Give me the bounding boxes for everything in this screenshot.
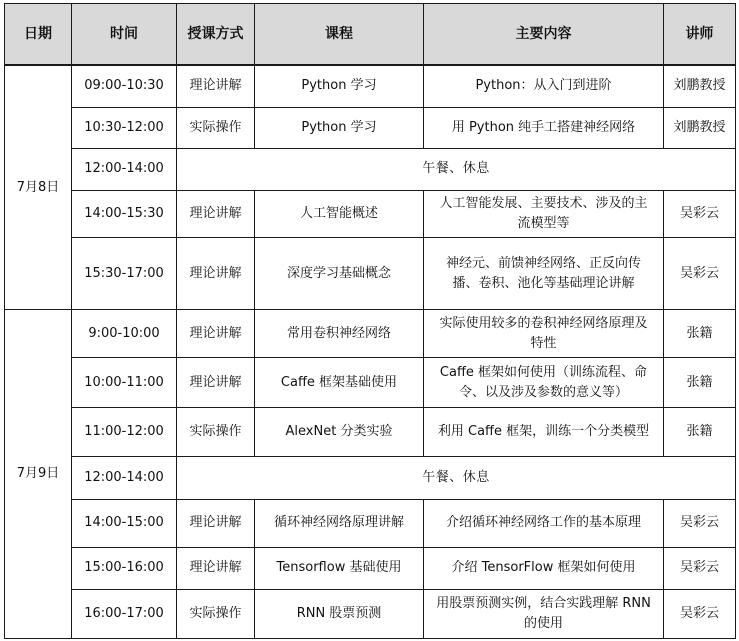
table-row — [5, 457, 736, 499]
course-cell: Caffe 框架基础使用 — [255, 358, 424, 408]
header-method: 授课方式 — [177, 4, 255, 66]
content-cell: Caffe 框架如何使用（训练流程、命令、以及涉及参数的意义等） — [424, 358, 664, 408]
course-cell: 深度学习基础概念 — [255, 237, 424, 309]
teacher-cell: 吴彩云 — [664, 237, 736, 309]
table-row — [5, 237, 736, 309]
break-cell: 午餐、休息 — [177, 457, 736, 499]
header-row — [5, 4, 736, 66]
time-cell: 9:00-10:00 — [72, 310, 177, 358]
teacher-cell: 张籍 — [664, 358, 736, 408]
schedule-table — [4, 3, 736, 639]
content-cell: 用股票预测实例，结合实践理解 RNN 的使用 — [424, 589, 664, 638]
course-cell: AlexNet 分类实验 — [255, 408, 424, 457]
content-cell: 神经元、前馈神经网络、正反向传播、卷积、池化等基础理论讲解 — [424, 237, 664, 309]
content-cell: 用 Python 纯手工搭建神经网络 — [424, 107, 664, 148]
time-cell: 12:00-14:00 — [72, 148, 177, 190]
course-cell: 常用卷积神经网络 — [255, 310, 424, 358]
date-cell: 7月8日 — [5, 65, 72, 310]
teacher-cell: 吴彩云 — [664, 589, 736, 638]
method-cell: 实际操作 — [177, 589, 255, 638]
time-cell: 15:00-16:00 — [72, 547, 177, 589]
time-cell: 12:00-14:00 — [72, 457, 177, 499]
method-cell: 理论讲解 — [177, 358, 255, 408]
teacher-cell: 张籍 — [664, 310, 736, 358]
table-row — [5, 148, 736, 190]
date-cell: 7月9日 — [5, 310, 72, 639]
table-row — [5, 499, 736, 547]
teacher-cell: 刘鹏教授 — [664, 65, 736, 107]
header-date: 日期 — [5, 4, 72, 66]
table-row — [5, 65, 736, 107]
header-time: 时间 — [72, 4, 177, 66]
table-row — [5, 107, 736, 148]
time-cell: 11:00-12:00 — [72, 408, 177, 457]
method-cell: 理论讲解 — [177, 65, 255, 107]
content-cell: 人工智能发展、主要技术、涉及的主流模型等 — [424, 190, 664, 237]
course-cell: Python 学习 — [255, 107, 424, 148]
teacher-cell: 吴彩云 — [664, 547, 736, 589]
course-cell: 人工智能概述 — [255, 190, 424, 237]
method-cell: 理论讲解 — [177, 499, 255, 547]
table-row — [5, 547, 736, 589]
break-cell: 午餐、休息 — [177, 148, 736, 190]
table-row — [5, 358, 736, 408]
content-cell: 介绍 TensorFlow 框架如何使用 — [424, 547, 664, 589]
method-cell: 理论讲解 — [177, 547, 255, 589]
table-row — [5, 589, 736, 638]
table-row — [5, 408, 736, 457]
teacher-cell: 吴彩云 — [664, 190, 736, 237]
course-cell: Python 学习 — [255, 65, 424, 107]
time-cell: 10:30-12:00 — [72, 107, 177, 148]
header-teacher: 讲师 — [664, 4, 736, 66]
method-cell: 理论讲解 — [177, 310, 255, 358]
method-cell: 实际操作 — [177, 107, 255, 148]
content-cell: Python：从入门到进阶 — [424, 65, 664, 107]
method-cell: 实际操作 — [177, 408, 255, 457]
method-cell: 理论讲解 — [177, 237, 255, 309]
course-cell: RNN 股票预测 — [255, 589, 424, 638]
content-cell: 利用 Caffe 框架，训练一个分类模型 — [424, 408, 664, 457]
table-row — [5, 310, 736, 358]
teacher-cell: 刘鹏教授 — [664, 107, 736, 148]
header-course: 课程 — [255, 4, 424, 66]
header-content: 主要内容 — [424, 4, 664, 66]
time-cell: 14:00-15:00 — [72, 499, 177, 547]
time-cell: 09:00-10:30 — [72, 65, 177, 107]
method-cell: 理论讲解 — [177, 190, 255, 237]
teacher-cell: 张籍 — [664, 408, 736, 457]
time-cell: 16:00-17:00 — [72, 589, 177, 638]
content-cell: 介绍循环神经网络工作的基本原理 — [424, 499, 664, 547]
content-cell: 实际使用较多的卷积神经网络原理及特性 — [424, 310, 664, 358]
course-cell: Tensorflow 基础使用 — [255, 547, 424, 589]
teacher-cell: 吴彩云 — [664, 499, 736, 547]
table-row — [5, 190, 736, 237]
time-cell: 15:30-17:00 — [72, 237, 177, 309]
time-cell: 10:00-11:00 — [72, 358, 177, 408]
time-cell: 14:00-15:30 — [72, 190, 177, 237]
course-cell: 循环神经网络原理讲解 — [255, 499, 424, 547]
